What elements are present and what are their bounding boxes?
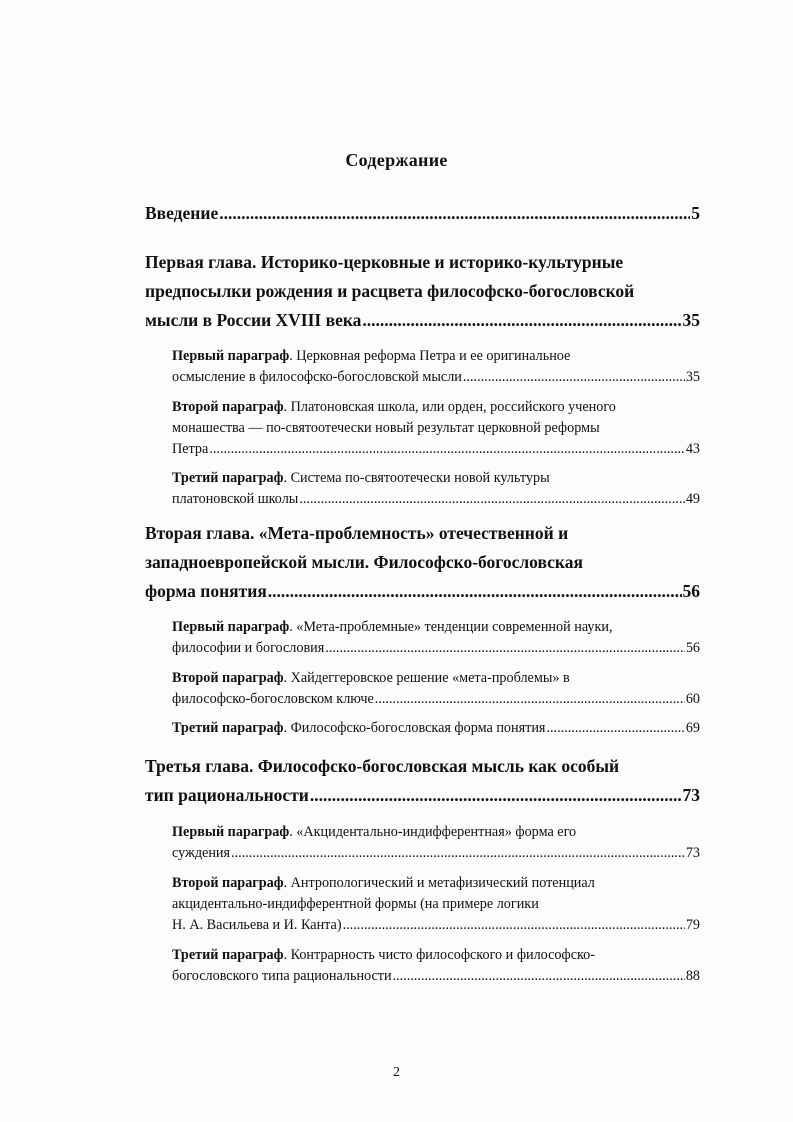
paragraph-title: Петра <box>172 441 209 457</box>
toc-paragraph-1-2[interactable] <box>172 397 700 460</box>
leader-dots <box>268 577 682 606</box>
paragraph-label: Первый параграф <box>172 619 290 635</box>
chapter-title-line: предпосылки рождения и расцвета философско-богословской <box>145 281 635 301</box>
toc-paragraph-1-3[interactable] <box>172 468 700 510</box>
page-number: 73 <box>685 845 700 861</box>
toc-paragraph-1-1[interactable] <box>172 346 700 388</box>
page-number: 35 <box>682 310 700 330</box>
leader-dots <box>231 843 685 864</box>
leader-dots <box>362 306 681 335</box>
chapter-title-line: Третья глава. Философско-богословская мысль как особый <box>145 756 620 776</box>
chapter-title-line: западноевропейской мысли. Философско-богословская <box>145 552 583 572</box>
paragraph-label: Первый параграф <box>172 348 290 364</box>
toc-chapter-1[interactable] <box>145 248 700 335</box>
paragraph-title: платоновской школы <box>172 491 299 507</box>
toc-chapter-3[interactable] <box>145 752 700 810</box>
leader-dots <box>299 489 684 510</box>
paragraph-title: осмысление в философско-богословской мысли <box>172 369 462 385</box>
paragraph-title: . Антропологический и метафизический потенциал <box>283 875 595 891</box>
paragraph-title: . Система по-святоотечески новой культуры <box>283 470 550 486</box>
leader-dots <box>325 638 685 659</box>
paragraph-title: . Церковная реформа Петра и ее оригинальное <box>289 348 571 364</box>
paragraph-title: . Платоновская школа, или орден, российского ученого <box>283 399 616 415</box>
chapter-title-line: мысли в России XVIII века <box>145 310 362 330</box>
paragraph-label: Третий параграф <box>172 947 284 963</box>
toc-paragraph-3-2[interactable] <box>172 873 700 936</box>
chapter-title-line: Первая глава. Историко-церковные и историко-культурные <box>145 252 624 272</box>
paragraph-title: . Контрарность чисто философского и философско- <box>283 947 595 963</box>
page-number: 43 <box>685 441 700 457</box>
leader-dots <box>310 781 682 810</box>
toc-intro[interactable] <box>145 199 700 228</box>
paragraph-title: . «Акцидентально-индифферентная» форма его <box>289 824 577 840</box>
paragraph-title: суждения <box>172 845 231 861</box>
page-number: 49 <box>685 491 700 507</box>
paragraph-label: Третий параграф <box>172 720 284 736</box>
paragraph-title: акцидентально-индифферентной формы (на примере логики <box>172 896 539 912</box>
paragraph-title: . «Мета-проблемные» тенденции современной науки, <box>289 619 613 635</box>
paragraph-label: Второй параграф <box>172 670 284 686</box>
paragraph-label: Второй параграф <box>172 399 284 415</box>
leader-dots <box>463 367 685 388</box>
paragraph-title: . Хайдеггеровское решение «мета-проблемы» в <box>283 670 570 686</box>
paragraph-label: Второй параграф <box>172 875 284 891</box>
toc-paragraph-3-1[interactable] <box>172 822 700 864</box>
paragraph-title: философско-богословском ключе <box>172 691 374 707</box>
toc-paragraph-2-1[interactable] <box>172 617 700 659</box>
leader-dots <box>546 718 684 739</box>
paragraph-title: монашества — по-святоотечески новый результат церковной реформы <box>172 420 600 436</box>
paragraph-title: Н. А. Васильева и И. Канта) <box>172 917 342 933</box>
paragraph-title: богословского типа рациональности <box>172 968 392 984</box>
leader-dots <box>209 439 685 460</box>
toc-chapter-2[interactable] <box>145 519 700 606</box>
toc-paragraph-2-3[interactable] <box>172 718 700 739</box>
page-number: 60 <box>685 691 700 707</box>
paragraph-label: Первый параграф <box>172 824 290 840</box>
page-number: 56 <box>685 640 700 656</box>
toc-paragraph-2-2[interactable] <box>172 668 700 710</box>
paragraph-title: философии и богословия <box>172 640 325 656</box>
page-number: 88 <box>685 968 700 984</box>
page-number: 56 <box>682 581 700 601</box>
leader-dots <box>375 689 685 710</box>
page-number: 73 <box>682 785 700 805</box>
page-footer-number: 2 <box>393 1065 400 1080</box>
leader-dots <box>219 199 690 228</box>
leader-dots <box>343 915 685 936</box>
page-number: 5 <box>691 203 700 223</box>
page-number: 35 <box>685 369 700 385</box>
page-number: 69 <box>685 720 700 736</box>
page-title: Содержание <box>345 150 448 170</box>
chapter-title-line: тип рациональности <box>145 785 309 805</box>
paragraph-title: . Философско-богословская форма понятия <box>283 720 546 736</box>
leader-dots <box>393 966 685 987</box>
toc-paragraph-3-3[interactable] <box>172 945 700 987</box>
chapter-title-line: форма понятия <box>145 581 267 601</box>
chapter-title-line: Вторая глава. «Мета-проблемность» отечественной и <box>145 523 569 543</box>
paragraph-label: Третий параграф <box>172 470 284 486</box>
page-number: 79 <box>685 917 700 933</box>
intro-title: Введение <box>145 203 219 223</box>
